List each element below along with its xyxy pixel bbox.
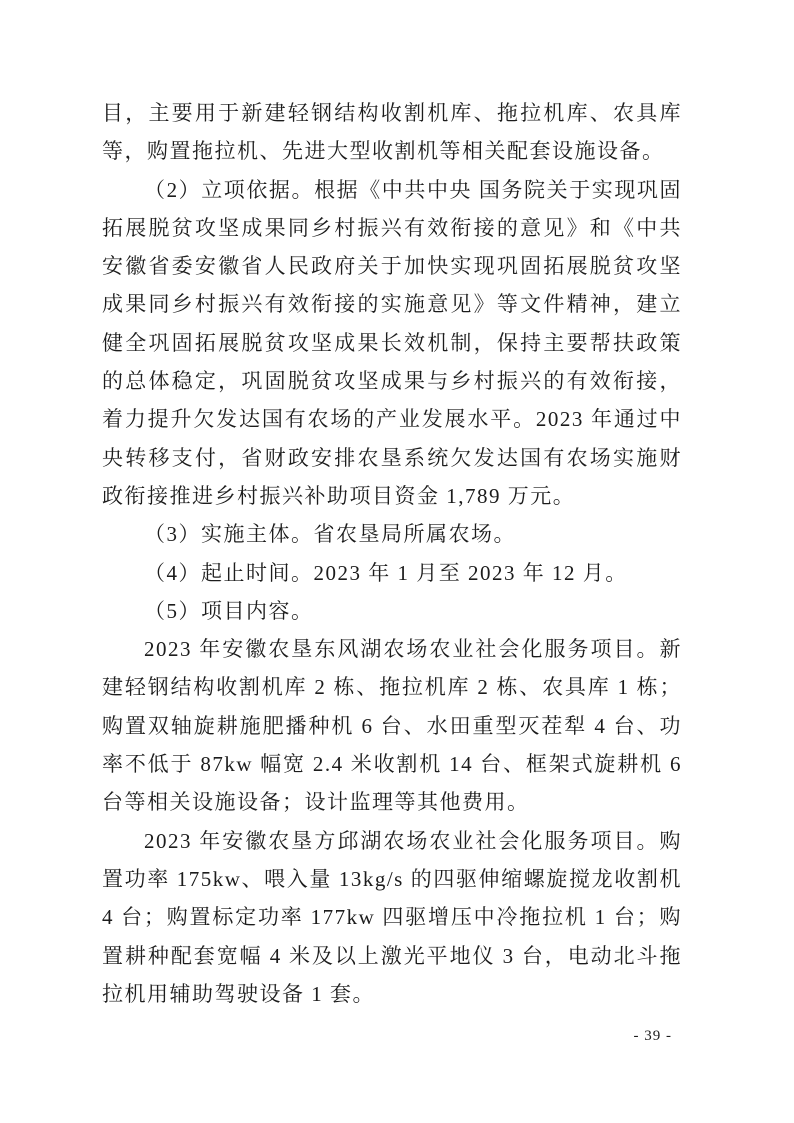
paragraph-item-4-timeframe: （4）起止时间。2023 年 1 月至 2023 年 12 月。: [144, 560, 628, 585]
paragraph-item-5-content: （5）项目内容。: [144, 598, 314, 623]
paragraph-dongfenghu-project: 2023 年安徽农垦东风湖农场农业社会化服务项目。新建轻钢结构收割机库 2 栋、拖拉机库 2 栋、农具库 1 栋；购置双轴旋耕施肥播种机 6 台、水田重型灭茬犁 4 台、功率不低于 87kw 幅宽 2.4 米收割机 14 台、框架式旋耕机 6 台等相关设施设备；设计监理等其他费用。: [102, 637, 682, 815]
paragraph-item-3-implementer: （3）实施主体。省农垦局所属农场。: [144, 522, 516, 547]
paragraph-continuation: 目，主要用于新建轻钢结构收割机库、拖拉机库、农具库等，购置拖拉机、先进大型收割机等相关配套设施设备。: [102, 101, 682, 164]
document-body: [102, 94, 682, 1013]
paragraph-fangqiuhu-project: 2023 年安徽农垦方邱湖农场农业社会化服务项目。购置功率 175kw、喂入量 13kg/s 的四驱伸缩螺旋搅龙收割机 4 台；购置标定功率 177kw 四驱增压中冷拖拉机 1 台；购置耕种配套宽幅 4 米及以上激光平地仪 3 台，电动北斗拖拉机用辅助驾驶设备 1 套。: [102, 828, 682, 1006]
paragraph-item-2-basis: （2）立项依据。根据《中共中央 国务院关于实现巩固拓展脱贫攻坚成果同乡村振兴有效衔接的意见》和《中共安徽省委安徽省人民政府关于加快实现巩固拓展脱贫攻坚成果同乡村振兴有效衔接的实施意见》等文件精神，建立健全巩固拓展脱贫攻坚成果长效机制，保持主要帮扶政策的总体稳定，巩固脱贫攻坚成果与乡村振兴的有效衔接，着力提升欠发达国有农场的产业发展水平。2023 年通过中央转移支付，省财政安排农垦系统欠发达国有农场实施财政衔接推进乡村振兴补助项目资金 1,789 万元。: [102, 177, 682, 508]
page-number: - 39 -: [633, 1028, 672, 1044]
